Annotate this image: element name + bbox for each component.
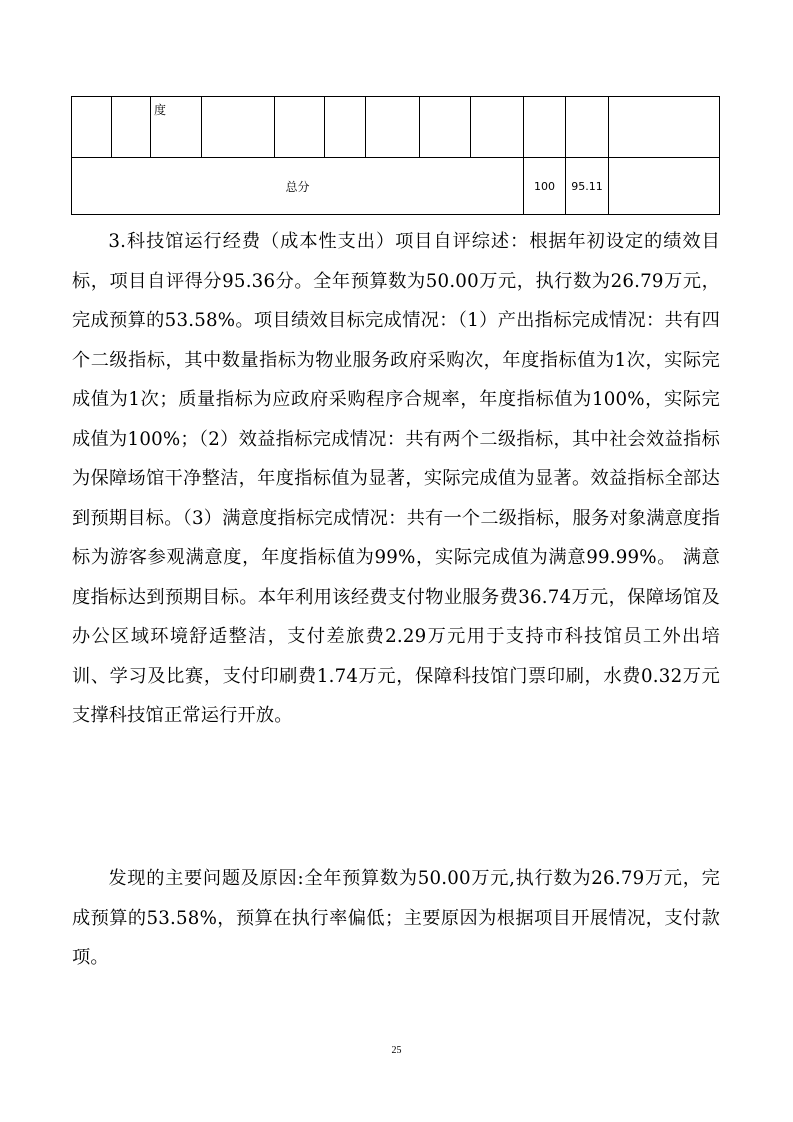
paragraph-text: 3.科技馆运行经费（成本性支出）项目自评综述：根据年初设定的绩效目标，项目自评得分95.36分。全年预算数为50.00万元，执行数为26.79万元，完成预算的53.58%。项目绩效目标完成情况：（1）产出指标完成情况：共有四个二级指标，其中数量指标为物业服务政府采购次，年度指标值为1次，实际完成值为1次；质量指标为应政府采购程序合规率，年度指标值为100%，实际完成值为100%；（2）效益指标完成情况：共有两个二级指标，其中社会效益指标为保障场馆干净整洁，年度指标值为显著，实际完成值为显著。效益指标全部达到预期目标。（3）满意度指标完成情况：共有一个二级指标，服务对象满意度指标为游客参观满意度，年度指标值为99%，实际完成值为满意99.99%。 满意度指标达到预期目标。本年利用该经费支付物业服务费36.74万元，保障场馆及办公区域环境舒适整洁，支付差旅费2.29万元用于支持市科技馆员工外出培训、学习及比赛，支付印刷费1.74万元，保障科技馆门票印刷，水费0.32万元支撑科技馆正常运行开放。: [72, 231, 720, 726]
paragraph-text: 发现的主要问题及原因:全年预算数为50.00万元,执行数为26.79万元，完成预算的53.58%，预算在执行率偏低；主要原因为根据项目开展情况，支付款项。: [72, 868, 720, 968]
table-cell: [275, 97, 325, 158]
table-cell: [609, 97, 720, 158]
table-cell: [325, 97, 366, 158]
problem-paragraph: [72, 859, 720, 978]
table-cell: [524, 97, 566, 158]
total-score: 95.11: [566, 158, 609, 215]
total-max: 100: [524, 158, 566, 215]
summary-paragraph: [72, 222, 720, 736]
table-cell: [202, 97, 275, 158]
table-cell: [72, 97, 112, 158]
table-cell: [420, 97, 471, 158]
table-cell: [366, 97, 420, 158]
table-cell: [609, 158, 720, 215]
table-cell-fragment: 度: [151, 97, 202, 158]
score-table: [71, 96, 720, 215]
table-row-total: [72, 158, 720, 215]
table-row: [72, 97, 720, 158]
page-number: 25: [391, 1045, 402, 1056]
table-cell: [471, 97, 524, 158]
total-label: 总分: [72, 158, 524, 215]
table-cell: [112, 97, 151, 158]
table-cell: [566, 97, 609, 158]
